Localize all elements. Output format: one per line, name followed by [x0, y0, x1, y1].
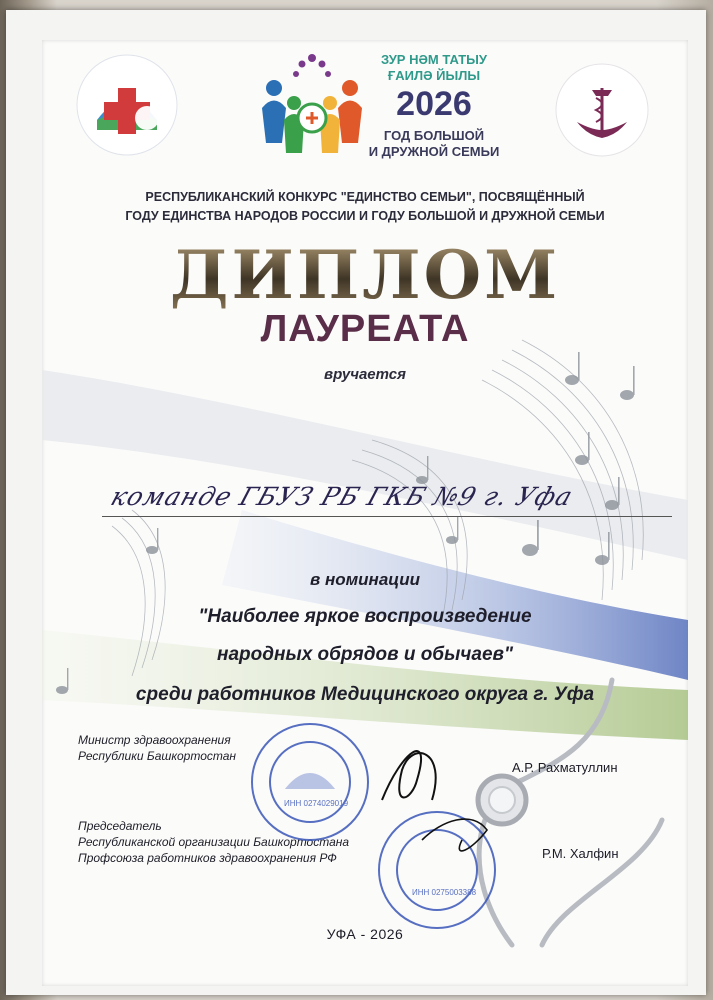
nomination-intro: в номинации	[309, 570, 421, 589]
footer-city-year: УФА - 2026	[326, 926, 404, 942]
ministry-logo	[72, 50, 182, 160]
logo-russian-line2: И ДРУЖНОЙ СЕМЬИ	[368, 144, 500, 159]
year-of-family-logo	[252, 48, 502, 166]
trade-union-logo	[552, 60, 652, 160]
logo-bashkir-line1: ЗУР НӘМ ТАТЫУ	[381, 52, 487, 67]
heading-line1: РЕСПУБЛИКАНСКИЙ КОНКУРС "ЕДИНСТВО СЕМЬИ", ПОСВЯЩЁННЫЙ	[145, 190, 585, 204]
picture-frame	[6, 10, 706, 995]
ministry-emblem-icon	[72, 50, 182, 160]
gray-band	[42, 370, 688, 560]
trade-union-emblem-icon	[552, 60, 652, 160]
union-stamp	[379, 812, 495, 928]
chair-title-line3: Профсоюза работников здравоохранения РФ	[78, 851, 337, 865]
diploma-subtitle: ЛАУРЕАТА	[260, 308, 470, 350]
logo-russian-line1: ГОД БОЛЬШОЙ	[383, 128, 485, 143]
awarded-text: вручается	[324, 366, 406, 383]
family-emblem-icon	[252, 48, 372, 166]
stamps-and-signatures	[242, 710, 502, 950]
chair-title-line2: Республиканской организации Башкортостана	[78, 835, 350, 849]
nomination-line2: народных обрядов и обычаев"	[217, 644, 513, 665]
minister-signature	[382, 751, 436, 800]
logo-bashkir-line2: ҒАИЛӘ ЙЫЛЫ	[387, 68, 481, 83]
diploma-paper	[42, 40, 688, 986]
chair-title-line1: Председатель	[78, 819, 162, 833]
minister-title	[78, 732, 236, 764]
stamp2-inn-text: ИНН 0275003388	[412, 888, 477, 897]
minister-title-line1: Министр здравоохранения	[78, 733, 231, 747]
nomination-line3: среди работников Медицинского округа г. Уфа	[135, 684, 595, 705]
ministry-stamp	[252, 724, 368, 840]
heading-line2: ГОДУ ЕДИНСТВА НАРОДОВ РОССИИ И ГОДУ БОЛЬШОЙ И ДРУЖНОЙ СЕМЬИ	[125, 209, 605, 223]
recipient-handwritten: команде ГБУЗ РБ ГКБ №9 г. Уфа	[107, 482, 577, 511]
chair-name: Р.М. Халфин	[542, 846, 619, 861]
diploma-title: ДИПЛОМ	[42, 236, 688, 314]
nomination-line1: "Наиболее яркое воспроизведение	[198, 606, 532, 627]
minister-title-line2: Республики Башкортостан	[78, 749, 237, 763]
recipient-underline	[102, 516, 672, 517]
contest-heading	[42, 188, 688, 226]
stamp1-inn-text: ИНН 0274029019	[284, 799, 349, 808]
logo-year: 2026	[396, 85, 472, 123]
minister-name: А.Р. Рахматуллин	[512, 760, 618, 775]
